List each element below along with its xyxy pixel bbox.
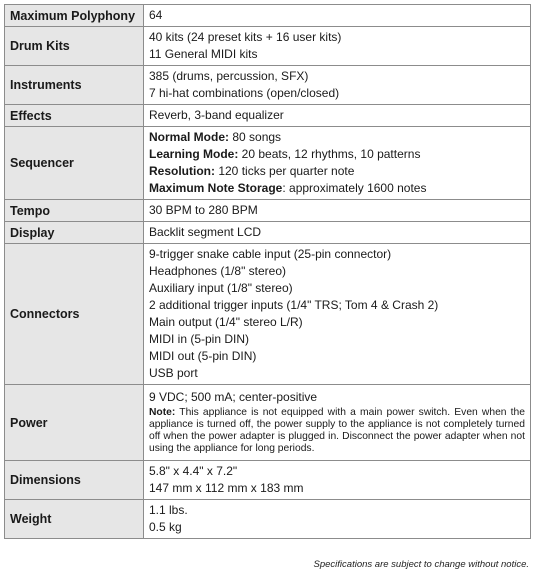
power-note	[149, 406, 525, 457]
spec-line: 1.1 lbs.	[149, 503, 188, 517]
spec-row-tempo	[5, 200, 531, 222]
spec-row-sequencer	[5, 127, 531, 200]
spec-row-effects	[5, 105, 531, 127]
spec-row-display	[5, 222, 531, 244]
spec-label: Dimensions	[5, 461, 144, 500]
spec-key-value: 80 songs	[229, 130, 282, 144]
spec-line: 9-trigger snake cable input (25-pin connector)	[149, 247, 392, 261]
note-text: This appliance is not equipped with a main power switch. Even when the appliance is turned off, the power supply to the appliance is not completely turned off when the power adapter is plugged in. Disconnect the power adapter when not using the appliance for long periods.	[149, 406, 525, 454]
spec-key: Learning Mode:	[149, 147, 239, 161]
spec-key: Normal Mode:	[149, 130, 230, 144]
spec-line: Reverb, 3-band equalizer	[149, 108, 284, 122]
spec-line: 9 VDC; 500 mA; center-positive	[149, 389, 318, 404]
spec-value	[144, 461, 531, 500]
spec-value	[144, 27, 531, 66]
spec-line	[149, 146, 525, 163]
spec-line	[149, 129, 525, 146]
spec-key: Maximum Note Storage	[149, 181, 283, 195]
spec-value	[144, 127, 531, 200]
spec-value	[144, 385, 531, 461]
spec-value	[144, 500, 531, 539]
spec-line: MIDI in (5-pin DIN)	[149, 332, 250, 346]
spec-value	[144, 200, 531, 222]
spec-label: Instruments	[5, 66, 144, 105]
spec-key: Resolution:	[149, 164, 215, 178]
spec-line: 11 General MIDI kits	[149, 47, 258, 61]
spec-label: Connectors	[5, 244, 144, 385]
spec-row-weight	[5, 500, 531, 539]
spec-label: Effects	[5, 105, 144, 127]
spec-label: Tempo	[5, 200, 144, 222]
spec-line: 0.5 kg	[149, 520, 182, 534]
spec-line: 30 BPM to 280 BPM	[149, 203, 258, 217]
spec-row-dimensions	[5, 461, 531, 500]
note-label: Note:	[149, 406, 176, 418]
spec-value	[144, 5, 531, 27]
spec-line: 2 additional trigger inputs (1/4" TRS; Tom 4 & Crash 2)	[149, 298, 439, 312]
spec-row-instruments	[5, 66, 531, 105]
spec-line: 5.8" x 4.4" x 7.2"	[149, 464, 238, 478]
spec-key-value: 120 ticks per quarter note	[215, 164, 355, 178]
spec-line: 147 mm x 112 mm x 183 mm	[149, 481, 304, 495]
spec-line: Backlit segment LCD	[149, 225, 262, 239]
spec-line: USB port	[149, 366, 198, 380]
spec-label: Power	[5, 385, 144, 461]
spec-line: Auxiliary input (1/8" stereo)	[149, 281, 293, 295]
spec-line	[149, 163, 525, 180]
spec-label: Display	[5, 222, 144, 244]
spec-line: MIDI out (5-pin DIN)	[149, 349, 257, 363]
spec-value	[144, 105, 531, 127]
spec-label: Drum Kits	[5, 27, 144, 66]
spec-key-value: 20 beats, 12 rhythms, 10 patterns	[238, 147, 421, 161]
spec-line: 385 (drums, percussion, SFX)	[149, 69, 309, 83]
spec-value	[144, 66, 531, 105]
spec-key-value: : approximately 1600 notes	[282, 181, 427, 195]
spec-label: Sequencer	[5, 127, 144, 200]
spec-row-drum-kits	[5, 27, 531, 66]
spec-line: 40 kits (24 preset kits + 16 user kits)	[149, 30, 342, 44]
spec-line	[149, 180, 525, 197]
spec-line: Headphones (1/8" stereo)	[149, 264, 287, 278]
spec-line: 64	[149, 8, 163, 22]
spec-line: Main output (1/4" stereo L/R)	[149, 315, 303, 329]
spec-value	[144, 222, 531, 244]
spec-row-connectors	[5, 244, 531, 385]
spec-table	[4, 4, 531, 539]
spec-line: 7 hi-hat combinations (open/closed)	[149, 86, 340, 100]
spec-label: Maximum Polyphony	[5, 5, 144, 27]
spec-label: Weight	[5, 500, 144, 539]
spec-row-polyphony	[5, 5, 531, 27]
spec-row-power	[5, 385, 531, 461]
spec-value	[144, 244, 531, 385]
footer-disclaimer: Specifications are subject to change without notice.	[313, 559, 529, 570]
